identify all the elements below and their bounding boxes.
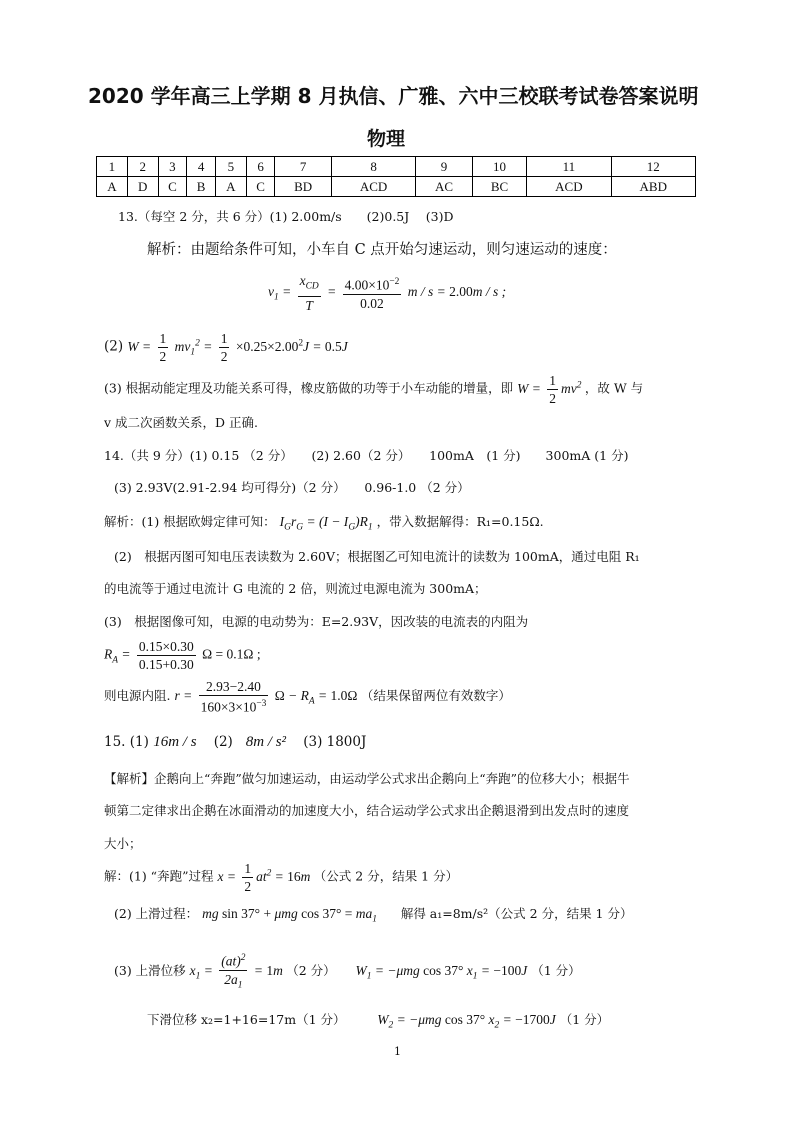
- q15-answer-2: 8m / s²: [245, 734, 287, 750]
- answer-table-question-number: 9: [416, 157, 473, 177]
- q14-analysis-2-line1: (2) 根据丙图可知电压表读数为 2.60V；根据图乙可知电流计的读数为 100mA，通过电阻 R₁: [114, 549, 640, 564]
- q15-answer-3: (3) 1800J: [303, 734, 367, 750]
- q13-velocity-formula: $v_1$ = $\frac{x_{CD}}{T}$ = $\frac{4.00\times 10^{-2}}{0.02}$ m / s = 2.00m / s ;: [268, 273, 507, 313]
- q15-step-1-label: 解：(1) “奔跑”过程: [104, 868, 214, 884]
- q15-part2-label: (2): [213, 734, 233, 750]
- document-title: 2020 学年高三上学期 8 月执信、广雅、六中三校联考试卷答案说明: [88, 84, 699, 108]
- answer-table-answer: D: [127, 177, 158, 197]
- answer-table-answer: AC: [416, 177, 473, 197]
- answer-table-answer: A: [97, 177, 128, 197]
- q15-step-2-note: 解得 a₁=8m/s²（公式 2 分，结果 1 分）: [400, 906, 633, 921]
- q13-part3-line1: (3) 根据动能定理及功能关系可得，橡皮筋做的功等于小车动能的增量，即 W = $\frac{1}{2}$ $mv^2$ ，故 W 与: [104, 373, 644, 406]
- q13-part2-label: (2): [104, 338, 124, 355]
- q13-part3-text-tail: ，故 W 与: [584, 380, 644, 396]
- answer-table-answer-row: [97, 177, 696, 197]
- q15-step-4: 下滑位移 x₂=1+16=17m（1 分） $W_2 = -\mu mg$ cos 37° $x_2 = -1700J$ （1 分）: [147, 1012, 610, 1031]
- q15-step-3-label: (3) 上滑位移: [114, 963, 186, 979]
- q15-analysis-line2: 顿第二定律求出企鹅在冰面滑动的加速度大小，结合运动学公式求出企鹅退滑到出发点时的速度: [104, 803, 630, 818]
- q13-part3-line2: v 成二次函数关系，D 正确.: [104, 415, 259, 430]
- answer-table-question-number: 6: [246, 157, 275, 177]
- q13-part3-text: (3) 根据动能定理及功能关系可得，橡皮筋做的功等于小车动能的增量，即: [104, 380, 514, 396]
- q14-ra-formula: $R_A$ = $\frac{0.15\times 0.30}{0.15+0.30}$ Ω = 0.1Ω ;: [104, 639, 261, 672]
- q15-step-3-score: （2 分）: [286, 963, 336, 979]
- answer-table-question-number: 3: [158, 157, 187, 177]
- answer-table-answer: B: [187, 177, 216, 197]
- q15-step-3: (3) 上滑位移 $x_1$ = $\frac{(at)^2}{2a_1}$ = 1m （2 分） $W_1 = -\mu mg$ cos 37° $x_1 = -100J$ （1 分）: [114, 950, 581, 994]
- q13-work-formula: (2) W = $\frac{1}{2}$ $mv_1^2$ = $\frac{1}{2}$ $\times 0.25\times 2.00^2J = 0.5J$: [104, 331, 348, 364]
- q15-step-3-note: （1 分）: [531, 963, 581, 979]
- answer-table-question-number: 2: [127, 157, 158, 177]
- answer-table-number-row: [97, 157, 696, 177]
- q14-r-label: 则电源内阻.: [104, 687, 171, 703]
- q14-r-note: （结果保留两位有效数字）: [360, 687, 511, 703]
- answer-table-question-number: 10: [472, 157, 526, 177]
- q15-step-2-label: (2) 上滑过程：: [114, 906, 199, 921]
- answer-table-answer: ACD: [331, 177, 415, 197]
- subject-heading: 物理: [367, 128, 406, 150]
- q15-step-2: (2) 上滑过程： mg sin 37° + μmg $\cos 37^\circ = ma_1$ 解得 a₁=8m/s²（公式 2 分，结果 1 分）: [114, 906, 633, 925]
- q15-analysis-line1: 【解析】企鹅向上“奔跑”做匀加速运动，由运动学公式求出企鹅向上“奔跑”的位移大小；根据牛: [104, 771, 630, 786]
- answer-table-question-number: 5: [215, 157, 246, 177]
- q15-analysis-line3: 大小；: [104, 836, 142, 851]
- q14-analysis-1: 解析：(1) 根据欧姆定律可知： $I_Gr_G = (I - I_G)R_1$ ，带入数据解得：R₁=0.15Ω.: [104, 514, 544, 533]
- answer-table-question-number: 8: [331, 157, 415, 177]
- answer-table: [96, 156, 696, 197]
- q13-analysis: 解析：由题给条件可知，小车自 C 点开始匀速运动，则匀速运动的速度：: [147, 242, 617, 258]
- answer-table-answer: C: [246, 177, 275, 197]
- q15-step-4-note: （1 分）: [559, 1012, 610, 1027]
- page-number: 1: [394, 1045, 401, 1058]
- q14-analysis-3-line1: (3) 根据图像可知，电源的电动势为：E=2.93V，因改装的电流表的内阻为: [104, 614, 529, 629]
- q15-part1-label: 15. (1): [104, 734, 149, 750]
- q15-step-1-note: （公式 2 分，结果 1 分）: [313, 868, 459, 884]
- answer-table-answer: C: [158, 177, 187, 197]
- answer-table-question-number: 7: [275, 157, 332, 177]
- q13-header: 13.（每空 2 分，共 6 分）(1) 2.00m/s (2)0.5J (3)D: [118, 209, 454, 224]
- q14-r-formula: 则电源内阻. r = $\frac{2.93-2.40}{160\times 3\times 10^{-3}}$ $\Omega - R_A = 1.0\Omega$ （结果保留两位有效数字）: [104, 679, 511, 715]
- answer-table-answer: A: [215, 177, 246, 197]
- q15-answer-1: 16m / s: [153, 734, 197, 750]
- answer-table-question-number: 4: [187, 157, 216, 177]
- answer-table-question-number: 12: [611, 157, 695, 177]
- answer-table-answer: ABD: [611, 177, 695, 197]
- q15-header: [104, 734, 366, 751]
- answer-table-answer: BD: [275, 177, 332, 197]
- q14-analysis-2-line2: 的电流等于通过电流计 G 电流的 2 倍，则流过电源电流为 300mA；: [104, 581, 487, 596]
- answer-table-answer: BC: [472, 177, 526, 197]
- q14-analysis-1-text: 解析：(1) 根据欧姆定律可知：: [104, 514, 276, 529]
- q14-analysis-1-result: ，带入数据解得：R₁=0.15Ω.: [376, 514, 544, 529]
- q15-step-1: 解：(1) “奔跑”过程 x = $\frac{1}{2}$ $at^2 = 16m$ （公式 2 分，结果 1 分）: [104, 861, 459, 894]
- q14-header-line2: (3) 2.93V(2.91-2.94 均可得分)（2 分） 0.96-1.0 （2 分）: [114, 480, 470, 495]
- q15-step-4-label: 下滑位移 x₂=1+16=17m（1 分）: [147, 1012, 346, 1027]
- answer-table-answer: ACD: [527, 177, 611, 197]
- answer-table-question-number: 11: [527, 157, 611, 177]
- q14-header-line1: 14.（共 9 分）(1) 0.15 （2 分） (2) 2.60（2 分） 100mA (1 分) 300mA (1 分): [104, 448, 629, 463]
- answer-table-question-number: 1: [97, 157, 128, 177]
